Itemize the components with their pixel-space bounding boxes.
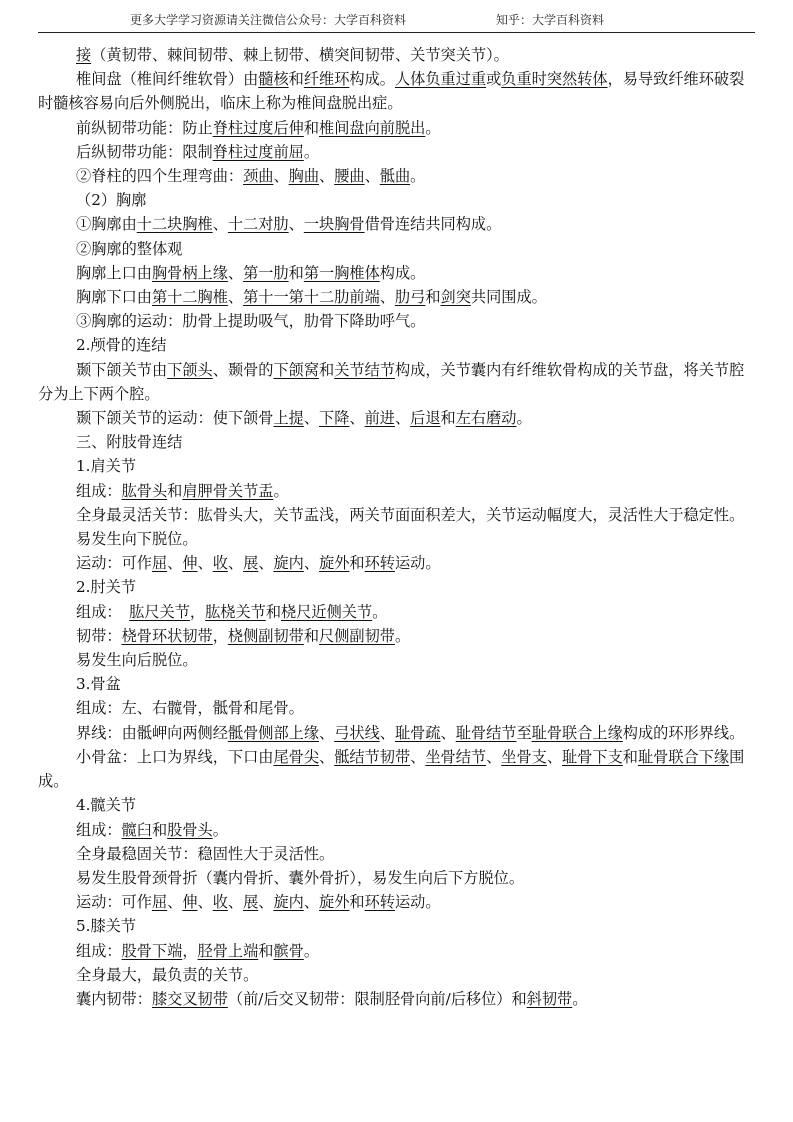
- underlined-term: 肋弓: [394, 288, 426, 307]
- underlined-term: 纤维环: [303, 70, 350, 89]
- underlined-term: 展: [243, 893, 259, 912]
- underlined-term: 下颌窝: [273, 360, 319, 379]
- text-run: 运动。: [394, 554, 441, 573]
- text-run: 、: [288, 215, 304, 234]
- text-run: 和: [258, 941, 274, 960]
- text-run: 和: [288, 263, 304, 282]
- paragraph: [38, 793, 752, 817]
- paragraph: [38, 285, 752, 309]
- text-run: 全身最大，最负责的关节。: [76, 965, 259, 984]
- text-run: 和: [622, 747, 638, 766]
- underlined-term: 收: [212, 554, 228, 573]
- text-run: （前/后交叉韧带：限制胫骨向前/后移位）和: [227, 989, 527, 1008]
- paragraph: [38, 261, 752, 285]
- underlined-term: 旋内: [273, 554, 304, 573]
- underlined-term: 髓核: [258, 70, 289, 89]
- paragraph: [38, 745, 752, 793]
- paragraph: [38, 914, 752, 938]
- document-body: [38, 43, 752, 1011]
- underlined-term: 胸曲: [288, 167, 319, 186]
- text-run: 3.骨盆: [76, 675, 121, 694]
- text-run: 胸廓下口由: [76, 288, 152, 307]
- underlined-term: 上提: [273, 409, 304, 428]
- underlined-term: 屈: [151, 554, 168, 573]
- underlined-term: 桡尺近侧关节: [281, 602, 373, 621]
- text-run: 至: [516, 723, 532, 742]
- text-run: 和: [349, 893, 365, 912]
- paragraph: [38, 188, 752, 212]
- underlined-term: 十二块胸椎: [136, 215, 213, 234]
- underlined-term: 肱骨头: [121, 481, 168, 500]
- text-run: 借骨连结共同构成。: [364, 215, 502, 234]
- text-run: 、: [258, 554, 274, 573]
- paragraph: [38, 648, 752, 672]
- text-run: 和: [303, 118, 319, 137]
- text-run: 。: [394, 626, 411, 645]
- underlined-term: 后退: [410, 409, 441, 428]
- text-run: （2）胸廓: [76, 191, 147, 210]
- text-run: 和: [319, 360, 335, 379]
- text-run: 椎间盘（椎间纤维软骨）由: [76, 70, 259, 89]
- text-run: 和: [425, 288, 441, 307]
- text-run: 、: [379, 723, 395, 742]
- text-run: 易发生向下脱位。: [76, 530, 198, 549]
- text-run: 构成。: [379, 263, 426, 282]
- text-run: 。: [303, 941, 319, 960]
- underlined-term: 一块胸骨: [303, 215, 365, 234]
- text-run: 构成。: [349, 70, 395, 89]
- text-run: 。: [410, 167, 426, 186]
- paragraph: [38, 600, 752, 624]
- text-run: 、: [440, 723, 456, 742]
- text-run: 。: [273, 481, 289, 500]
- underlined-term: 脊柱过度后伸: [212, 118, 304, 137]
- text-run: 、: [212, 215, 228, 234]
- paragraph: [38, 358, 752, 406]
- text-run: 后纵韧带功能：限制: [76, 142, 213, 161]
- text-run: 运动：可作: [76, 893, 152, 912]
- underlined-term: 脊柱过度前屈: [212, 142, 304, 161]
- underlined-term: 股骨下端: [121, 941, 183, 960]
- underlined-term: 骶骨侧部上缘: [227, 723, 319, 742]
- paragraph: [38, 818, 752, 842]
- text-run: 、: [394, 409, 411, 428]
- text-run: 颞下颌关节由: [76, 360, 168, 379]
- underlined-term: 腰曲: [334, 167, 365, 186]
- paragraph: [38, 67, 752, 115]
- underlined-term: 肩胛骨关节盂: [182, 481, 274, 500]
- underlined-term: 桡骨环状韧带: [121, 626, 213, 645]
- paragraph: [38, 140, 752, 164]
- underlined-term: 屈: [151, 893, 168, 912]
- underlined-term: 第十二胸椎: [151, 288, 228, 307]
- text-run: 2.颅骨的连结: [76, 336, 167, 355]
- text-run: 和: [303, 626, 319, 645]
- underlined-term: 椎间盘向前脱出: [319, 118, 426, 137]
- paragraph: [38, 624, 752, 648]
- text-run: ，: [212, 626, 228, 645]
- underlined-term: 胫骨上端: [197, 941, 259, 960]
- text-run: 易发生向后脱位。: [76, 651, 198, 670]
- underlined-term: 旋外: [319, 893, 350, 912]
- underlined-term: 旋外: [319, 554, 350, 573]
- text-run: 和: [151, 820, 168, 839]
- text-run: 共同围成。: [470, 288, 547, 307]
- underlined-term: 肱尺关节: [129, 602, 190, 621]
- text-run: 、: [197, 554, 213, 573]
- text-run: 围成。: [38, 747, 745, 791]
- text-run: ②胸廓的整体观: [76, 239, 183, 258]
- text-run: 、: [319, 747, 335, 766]
- text-run: 、: [379, 288, 395, 307]
- text-run: 运动。: [394, 893, 441, 912]
- underlined-term: 十二对肋: [227, 215, 289, 234]
- paragraph: [38, 43, 752, 67]
- underlined-term: 前进: [364, 409, 395, 428]
- underlined-term: 人体负重过重: [394, 70, 487, 89]
- text-run: 韧带：: [76, 626, 122, 645]
- text-run: 、: [410, 747, 426, 766]
- text-run: 全身最稳固关节：稳固性大于灵活性。: [76, 844, 335, 863]
- paragraph: [38, 987, 752, 1011]
- text-run: 。: [425, 118, 441, 137]
- underlined-term: 耻骨下支: [562, 747, 623, 766]
- text-run: 、: [227, 288, 244, 307]
- underlined-term: 下颌头: [167, 360, 213, 379]
- underlined-term: 斜韧带: [526, 989, 573, 1008]
- paragraph: [38, 503, 752, 527]
- paragraph: [38, 454, 752, 478]
- underlined-term: 坐骨支: [501, 747, 547, 766]
- underlined-term: 髌骨: [273, 941, 304, 960]
- underlined-term: 伸: [182, 893, 198, 912]
- text-run: 、: [197, 893, 213, 912]
- underlined-term: 骶结节韧带: [334, 747, 411, 766]
- underlined-term: 展: [243, 554, 259, 573]
- text-run: 和: [349, 554, 365, 573]
- text-run: 颞下颌关节的运动：使下颌骨: [76, 409, 274, 428]
- underlined-term: 接: [76, 46, 92, 64]
- text-run: 运动：可作: [76, 554, 152, 573]
- header-right-text: 知乎：大学百科资料: [496, 13, 605, 27]
- text-run: 界线：由骶岬向两侧经: [76, 723, 228, 742]
- text-run: 、: [319, 167, 335, 186]
- paragraph: [38, 237, 752, 261]
- paragraph: [38, 890, 752, 914]
- text-run: 。: [516, 409, 532, 428]
- text-run: ，易导致纤维环破裂时髓核容易向后外侧脱出，临床上称为椎间盘脱出症。: [38, 70, 745, 113]
- underlined-term: 耻骨结节: [455, 723, 517, 742]
- underlined-term: 股骨头: [167, 820, 213, 839]
- underlined-term: 坐骨结节: [425, 747, 487, 766]
- underlined-term: 耻骨联合上缘: [531, 723, 623, 742]
- text-run: 。: [572, 989, 588, 1008]
- text-run: 、: [349, 409, 365, 428]
- text-run: 、: [273, 167, 289, 186]
- underlined-term: 肱桡关节: [205, 602, 266, 621]
- paragraph: [38, 406, 752, 430]
- text-run: 、: [546, 747, 562, 766]
- text-run: 和: [265, 602, 282, 621]
- underlined-term: 下降: [319, 409, 350, 428]
- text-run: ，: [189, 602, 206, 621]
- paragraph: [38, 309, 752, 333]
- page-header: [38, 8, 755, 33]
- underlined-term: 耻骨联合下缘: [637, 747, 730, 766]
- underlined-term: 环转: [364, 554, 395, 573]
- underlined-term: 颈曲: [243, 167, 274, 186]
- paragraph: [38, 696, 752, 720]
- text-run: 构成的环形界线。: [622, 723, 745, 742]
- underlined-term: 伸: [182, 554, 198, 573]
- paragraph: [38, 575, 752, 599]
- paragraph: [38, 672, 752, 696]
- underlined-term: 旋内: [273, 893, 304, 912]
- underlined-term: 左右磨动: [455, 409, 517, 428]
- paragraph: [38, 721, 752, 745]
- text-run: 组成：: [76, 602, 130, 621]
- underlined-term: 弓状线: [334, 723, 380, 742]
- underlined-term: 环转: [364, 893, 395, 912]
- paragraph: [38, 430, 752, 454]
- text-run: 、: [364, 167, 380, 186]
- text-run: 。: [212, 820, 228, 839]
- text-run: 和: [288, 70, 304, 89]
- text-run: 、: [258, 893, 274, 912]
- text-run: 、: [227, 893, 244, 912]
- text-run: ③胸廓的运动：肋骨上提助吸气，肋骨下降助呼气。: [76, 312, 426, 331]
- underlined-term: 膝交叉韧带: [151, 989, 228, 1008]
- paragraph: [38, 551, 752, 575]
- paragraph: [38, 866, 752, 890]
- text-run: 组成：: [76, 941, 122, 960]
- underlined-term: 关节结节: [334, 360, 395, 379]
- text-run: ，: [182, 941, 198, 960]
- underlined-term: 剑突: [440, 288, 471, 307]
- underlined-term: 负重时突然转体: [501, 70, 608, 89]
- text-run: 囊内韧带：: [76, 989, 152, 1008]
- text-run: 、: [303, 554, 319, 573]
- underlined-term: 第一胸椎体: [303, 263, 380, 282]
- text-run: 和: [167, 481, 183, 500]
- text-run: 全身最灵活关节：肱骨头大，关节盂浅，两关节面面积差大，关节运动幅度大，灵活性大于稳定性。: [76, 505, 745, 524]
- underlined-term: 尺侧副韧带: [319, 626, 395, 645]
- paragraph: [38, 164, 752, 188]
- text-run: 、: [167, 893, 183, 912]
- text-run: 组成：: [76, 820, 122, 839]
- text-run: 4.髋关节: [76, 796, 137, 815]
- text-run: 、: [227, 554, 244, 573]
- underlined-term: 第一肋: [243, 263, 289, 282]
- underlined-term: 耻骨疏: [394, 723, 441, 742]
- underlined-term: 尾骨尖: [273, 747, 319, 766]
- text-run: 、: [167, 554, 183, 573]
- text-run: ②脊柱的四个生理弯曲：: [76, 167, 244, 186]
- text-run: 、: [319, 723, 335, 742]
- text-run: 前纵韧带功能：防止: [76, 118, 213, 137]
- text-run: 和: [440, 409, 456, 428]
- text-run: 1.肩关节: [76, 457, 137, 476]
- underlined-term: 第十一第十二肋前端: [243, 288, 380, 307]
- text-run: 、: [227, 263, 244, 282]
- text-run: 2.肘关节: [76, 578, 137, 597]
- text-run: 5.膝关节: [76, 917, 137, 936]
- paragraph: [38, 527, 752, 551]
- paragraph: [38, 116, 752, 140]
- text-run: 构成，关节囊内有纤维软骨构成的关节盘，将关节腔分为上下两个腔。: [38, 360, 745, 403]
- text-run: 或: [486, 70, 502, 89]
- text-run: 三、附肢骨连结: [76, 433, 183, 452]
- text-run: （黄韧带、棘间韧带、棘上韧带、横突间韧带、关节突关节）。: [91, 46, 509, 64]
- underlined-term: 桡侧副韧带: [227, 626, 304, 645]
- text-run: 胸廓上口由: [76, 263, 152, 282]
- text-run: 小骨盆：上口为界线，下口由: [76, 747, 274, 766]
- text-run: 易发生股骨颈骨折（囊内骨折、囊外骨折），易发生向后下方脱位。: [76, 868, 525, 887]
- underlined-term: 髋臼: [121, 820, 152, 839]
- text-run: 、: [303, 893, 319, 912]
- text-run: 。: [372, 602, 388, 621]
- paragraph: [38, 212, 752, 236]
- header-left-text: 更多大学学习资源请关注微信公众号：大学百科资料: [130, 13, 407, 27]
- paragraph: [38, 842, 752, 866]
- text-run: 组成：左、右髋骨，骶骨和尾骨。: [76, 699, 304, 718]
- underlined-term: 收: [212, 893, 228, 912]
- text-run: ①胸廓由: [76, 215, 137, 234]
- text-run: 组成：: [76, 481, 122, 500]
- text-run: 、: [486, 747, 502, 766]
- paragraph: [38, 939, 752, 963]
- text-run: 。: [303, 142, 319, 161]
- underlined-term: 胸骨柄上缘: [151, 263, 228, 282]
- text-run: 、颞骨的: [212, 360, 274, 379]
- paragraph: [38, 479, 752, 503]
- underlined-term: 骶曲: [379, 167, 411, 186]
- text-run: 、: [303, 409, 319, 428]
- paragraph: [38, 333, 752, 357]
- paragraph: [38, 963, 752, 987]
